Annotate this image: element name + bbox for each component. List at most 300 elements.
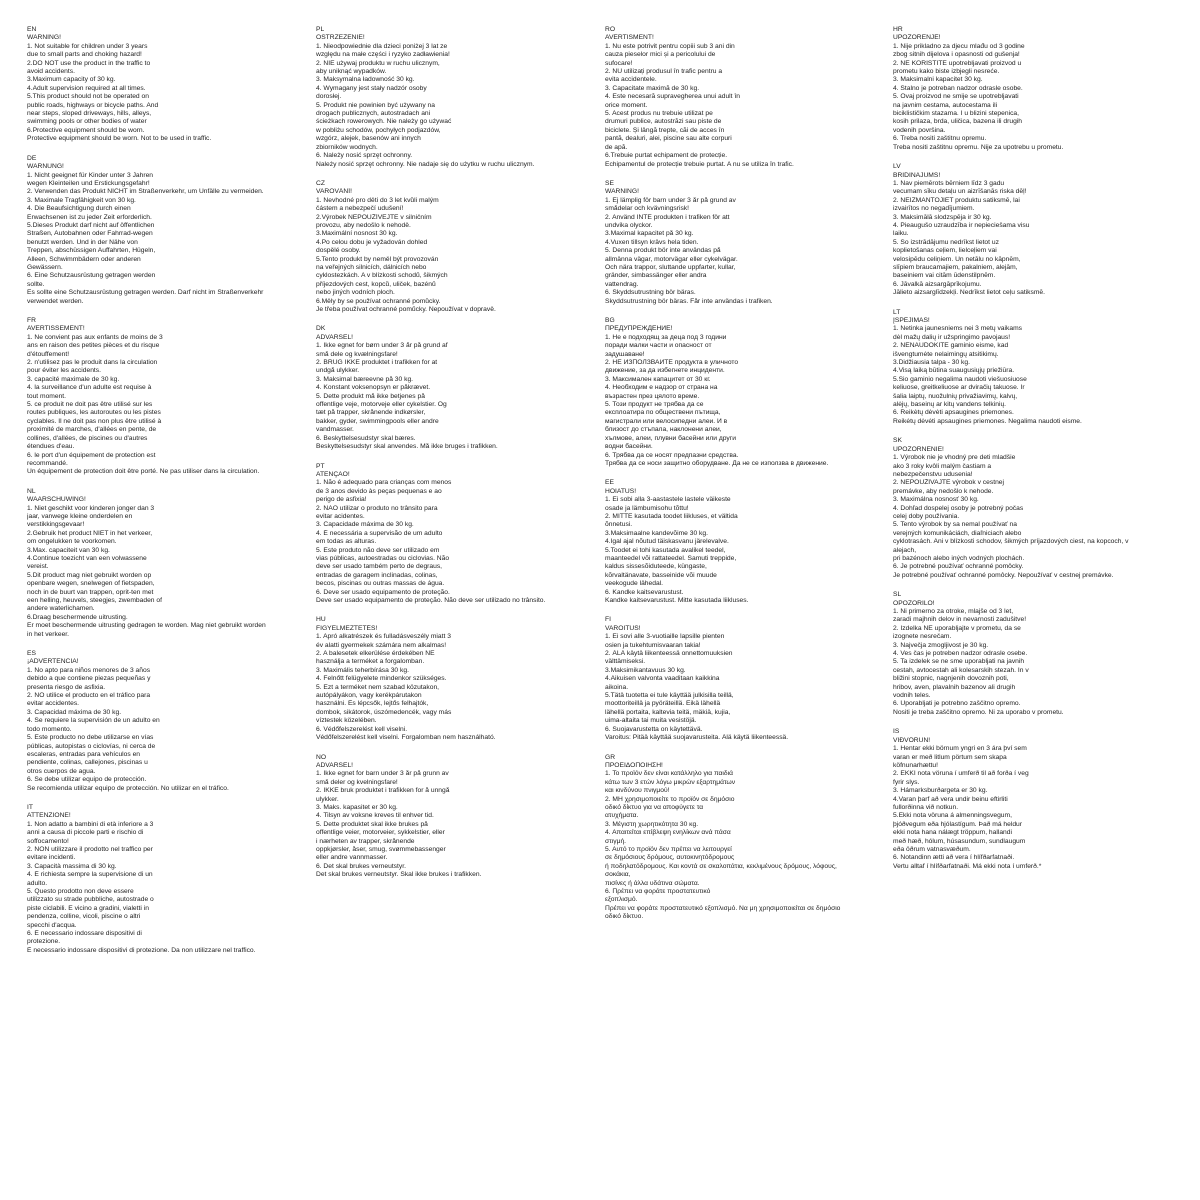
warning-line: WARNING!: [27, 34, 61, 42]
warning-line: 1. Ikke egnet for barn under 3 år på grunn av: [316, 770, 449, 778]
warning-line: 6. Reikėtų dėvėti apsaugines priemones.: [893, 409, 1014, 417]
warning-line: 4.Igal ajal nõutud täiskasvanu järelevalve.: [605, 538, 729, 546]
warning-line: andere waterlichamen.: [27, 605, 95, 613]
warning-line: vodnih teles.: [893, 692, 931, 700]
warning-section-ee: [605, 479, 877, 605]
language-code: IT: [27, 803, 33, 811]
warning-line: köfnunarhættu!: [893, 761, 938, 769]
warning-line: ścieżkach rowerowych. Nie należy go używać: [316, 118, 452, 126]
language-code: SL: [893, 591, 902, 599]
warning-line: collines, d'allées, de piscines ou d'autres: [27, 434, 148, 442]
warning-line: 6. Трябва да се носят предпазни средства.: [605, 451, 739, 459]
warning-line: 4. È richiesta sempre la supervisione di un: [27, 871, 153, 879]
warning-line: WARNUNG!: [27, 163, 64, 171]
warning-line: οδικό δίκτυο για να αποφύγετε τα: [605, 803, 704, 811]
warning-line: движение, за да избегнете инциденти.: [605, 367, 725, 375]
warning-line: deve ser usado também perto de degraus,: [316, 563, 443, 571]
warning-line: Echipamentul de protecție trebuie purtat. A nu se utiliza în trafic.: [605, 160, 794, 168]
warning-line: evitar acidentes.: [316, 512, 365, 520]
warning-line: dorosłej.: [316, 93, 342, 101]
warning-line: 5. Dette produkt må ikke betjenes på: [316, 392, 425, 400]
warning-line: 1. Niet geschikt voor kinderen jonger dan 3: [27, 504, 155, 512]
warning-line: 4.Continue toezicht van een volwassene: [27, 554, 147, 562]
warning-line: ΠΡΟΕΙΔΟΠΟΙΗΣΗ!: [605, 761, 663, 769]
warning-line: na javnim cestama, autocestama ili: [893, 101, 998, 109]
warning-line: 5. Този продукт не трябва да се: [605, 401, 704, 409]
warning-line: 3. Capacidad máxima de 30 kg.: [27, 708, 122, 716]
warning-line: 6. Se debe utilizar equipo de protección.: [27, 776, 147, 784]
language-code: LV: [893, 163, 901, 171]
warning-line: 3. Maksimalni kapacitet 30 kg.: [893, 76, 983, 84]
warning-line: Och nära trappor, sluttande uppfarter, kullar,: [605, 263, 736, 271]
warning-line: 6.Draag beschermende uitrusting.: [27, 613, 128, 621]
warning-line: 5.This product should not be operated on: [27, 93, 149, 101]
warning-section-dk: [316, 325, 588, 451]
warning-line: 1. Nije prikladno za djecu mlađu od 3 godine: [893, 42, 1025, 50]
warning-line: 2.Výrobek NEPOUŽÍVEJTE v silničním: [316, 213, 432, 221]
warning-line: verwendet werden.: [27, 297, 84, 305]
warning-line: debido a que contiene piezas pequeñas y: [27, 675, 151, 683]
warning-line: becos, piscinas ou outras massas de água.: [316, 580, 445, 588]
warning-line: sufocare!: [605, 59, 633, 67]
warning-line: autópályákon, vagy kerékpárutakon: [316, 692, 422, 700]
warning-line: jaar, vanwege kleine onderdelen en: [27, 512, 133, 520]
warning-line: vattendrag.: [605, 280, 639, 288]
warning-line: Je potrebné používať ochranné pomôcky. Nepoužívať v cestnej premávke.: [893, 571, 1114, 579]
language-code: GR: [605, 753, 616, 761]
warning-line: 5. Tento výrobok by sa nemal používať na: [893, 521, 1017, 529]
warning-line: baseiniem vai citām ūdenstilpnēm.: [893, 272, 996, 280]
warning-line: 3. Максимален капацитет от 30 кг.: [605, 375, 711, 383]
warning-section-es: [27, 650, 299, 793]
warning-line: FIGYELMEZTETÉS!: [316, 624, 378, 632]
warning-line: velosipēdu celiņiem. Un netālu no kāpnēm,: [893, 255, 1021, 263]
warning-line: izvairītos no negadījumiem.: [893, 205, 975, 213]
warning-line: lähellä portaita, kaltevia teitä, mäkiä, kujia,: [605, 708, 731, 716]
language-code: FI: [605, 616, 611, 624]
warning-line: 5. Acest produs nu trebuie utilizat pe: [605, 110, 713, 118]
warning-line: σοκάκια,: [605, 871, 631, 879]
warning-line: otros cuerpos de agua.: [27, 767, 96, 775]
warning-line: Gewässern.: [27, 263, 63, 271]
warning-line: 2. n'utilisez pas le produit dans la circulation: [27, 359, 158, 367]
warning-line: 6. Eine Schutzausrüstung getragen werden: [27, 272, 156, 280]
warning-line: ατυχήματα.: [605, 812, 639, 820]
warning-line: specchi d'acqua.: [27, 921, 77, 929]
warning-line: 3. capacité maximale de 30 kg.: [27, 375, 120, 383]
language-code: EE: [605, 479, 614, 487]
warning-line: nebezpečenstvu udusenia!: [893, 470, 973, 478]
warning-section-it: [27, 804, 299, 955]
warning-line: orice moment.: [605, 101, 648, 109]
warning-line: 3. Hámarksburðargeta er 30 kg.: [893, 787, 988, 795]
warning-line: 6.Protective equipment should be worn.: [27, 126, 145, 134]
language-code: HU: [316, 616, 326, 624]
warning-line: 4.Vuxen tillsyn krävs hela tiden.: [605, 238, 699, 246]
warning-line: fyrir slys.: [893, 778, 920, 786]
warning-line: 4. Se requiere la supervisión de un adulto en: [27, 717, 160, 725]
warning-line: 4. Pieaugušo uzraudzība ir nepieciešama visu: [893, 221, 1030, 229]
warning-line: 1. Nicht geeignet für Kinder unter 3 Jahren: [27, 171, 154, 179]
warning-line: verejných komunikáciách, diaľniciach alebo: [893, 529, 1022, 537]
warning-section-lt: [893, 309, 1165, 427]
warning-line: 5. Ovaj proizvod ne smije se upotrebljavati: [893, 93, 1019, 101]
column-1: [27, 26, 299, 966]
language-code: HR: [893, 26, 903, 33]
warning-line: uima-altaita tai muita vesistöjä.: [605, 717, 697, 725]
warning-line: nebo jiných vodních ploch.: [316, 289, 395, 297]
warning-line: oppkjørsler, åser, smug, svømmebassenger: [316, 845, 446, 853]
warning-line: 1. Ikke egnet for børn under 3 år på grund af: [316, 342, 448, 350]
warning-line: offentlige veje, motorveje eller cykelstier. Og: [316, 401, 447, 409]
warning-section-bg: [605, 317, 877, 468]
warning-line: adulto.: [27, 879, 48, 887]
warning-line: OSTRZEŻENIE!: [316, 34, 365, 42]
warning-line: 5. Ezt a terméket nem szabad közutakon,: [316, 683, 440, 691]
warning-line: alėjų, baseinų ar kitų vandens telkinių.: [893, 401, 1007, 409]
warning-line: ¡ADVERTENCIA!: [27, 658, 79, 666]
warning-line: routes publiques, les autoroutes ou les pistes: [27, 409, 161, 417]
warning-line: biciclete. Și lângă trepte, căi de acces în: [605, 126, 725, 134]
warning-section-no: [316, 754, 588, 880]
warning-line: Vertu alltaf í hlífðarfatnaði. Má ekki nota í umferð.*: [893, 862, 1042, 870]
warning-line: avoid accidents.: [27, 68, 75, 76]
warning-line: hribov, aven, plavalnih bazenov ali drugih: [893, 683, 1016, 691]
warning-line: 6.Trebuie purtat echipament de protecție.: [605, 152, 728, 160]
warning-line: zaradi majhnih delov in nevarnosti zadušitve!: [893, 616, 1027, 624]
warning-line: 5.Dit product mag niet gebruikt worden op: [27, 571, 152, 579]
warning-line: задушаване!: [605, 350, 645, 358]
warning-line: recommandé.: [27, 459, 68, 467]
warning-line: 4.Visą laiką būtina suaugusiųjų priežiūra.: [893, 367, 1015, 375]
warning-line: zbog sitnih dijelova i opasnosti od gušenja!: [893, 51, 1020, 59]
warning-line: σε δημόσιους δρόμους, αυτοκινητόδρομους: [605, 854, 735, 862]
warning-line: 3. Maximálna nosnosť 30 kg.: [893, 496, 979, 504]
warning-section-nl: [27, 488, 299, 639]
warning-line: 6. Skyddsutrustning bör bäras.: [605, 289, 696, 297]
warning-line: Es sollte eine Schutzausrüstung getragen werden. Darf nicht im Straßenverkehr: [27, 289, 264, 297]
warning-line: aikoina.: [605, 683, 629, 691]
warning-line: 3. Maksimal bæreevne på 30 kg.: [316, 375, 414, 383]
warning-line: 5.Ekki nota vöruna á almenningsvegum,: [893, 812, 1012, 820]
warning-line: οδικό δίκτυο.: [605, 913, 644, 921]
warning-line: evitare incidenti.: [27, 854, 76, 862]
warning-line: keliuose, greitkeliuose ar dviračių takuose. Ir: [893, 384, 1025, 392]
warning-line: étendues d'eau.: [27, 443, 75, 451]
language-code: ES: [27, 650, 36, 658]
warning-line: 6. Beskyttelsesudstyr skal bæres.: [316, 434, 416, 442]
warning-line: 5. Αυτό το προϊόν δεν πρέπει να λειτουργεί: [605, 845, 732, 853]
warning-line: 2. NE KORISTITE upotrebljavati proizvod u: [893, 59, 1022, 67]
warning-line: ATENÇÃO!: [316, 470, 350, 478]
warning-line: AVERTISMENT!: [605, 34, 654, 42]
warning-line: 1. Apró alkatrészek és fulladásveszély miatt 3: [316, 633, 451, 641]
warning-line: 4.Varan þarf að vera undir beinu eftirliti: [893, 795, 1008, 803]
warning-line: 2. NENAUDOKITE gaminio eisme, kad: [893, 342, 1009, 350]
warning-line: d'étouffement!: [27, 350, 70, 358]
language-code: IS: [893, 728, 900, 736]
warning-line: prometu kako biste izbjegli nesreće.: [893, 68, 1000, 76]
warning-line: perigo de asfixia!: [316, 496, 367, 504]
warning-line: 3.Maximální nosnost 30 kg.: [316, 230, 398, 238]
warning-line: 6.Měly by se používat ochranné pomůcky.: [316, 297, 441, 305]
warning-line: með hæð, hólum, húsasundum, sundlaugum: [893, 837, 1026, 845]
warning-line: 3.Maximum capacity of 30 kg.: [27, 76, 116, 84]
warning-line: 6. Uporabljati je potrebno zaščitno opremo.: [893, 700, 1021, 708]
warning-line: entradas de garagem inclinadas, colinas,: [316, 571, 438, 579]
warning-line: 3. Maximale Tragfähigkeit von 30 kg.: [27, 196, 136, 204]
warning-line: due to small parts and choking hazard!: [27, 51, 142, 59]
warning-line: UPOZORNENIE!: [893, 445, 944, 453]
warning-line: 3.Didžiausia talpa - 30 kg.: [893, 359, 970, 367]
warning-section-hr: [893, 26, 1165, 152]
warning-line: Skyddsutrustning bör bäras. Får inte användas i trafiken.: [605, 297, 773, 305]
warning-line: магистрали или велосипедни алеи. И в: [605, 417, 728, 425]
warning-line: 5.Toodet ei tohi kasutada avalikel teedel,: [605, 546, 726, 554]
warning-line: de apă.: [605, 143, 628, 151]
warning-section-is: [893, 728, 1165, 871]
warning-line: хълмове, алеи, плувни басейни или други: [605, 434, 736, 442]
warning-line: 4. Tilsyn av voksne kreves til enhver tid.: [316, 812, 434, 820]
warning-line: względu na małe części i ryzyko zadławienia!: [316, 51, 450, 59]
warning-line: 1. Výrobok nie je vhodný pre deti mladšie: [893, 454, 1016, 462]
column-3: [605, 26, 877, 933]
warning-line: 2. Verwenden das Produkt NICHT im Straßenverkehr, um Unfälle zu vermeiden.: [27, 188, 264, 196]
warning-line: 6. Jāvalkā aizsargāprīkojumu.: [893, 280, 982, 288]
warning-line: dėl mažų dalių ir užspringimo pavojaus!: [893, 333, 1011, 341]
warning-line: 2. Izdelka NE uporabljajte v prometu, da se: [893, 624, 1021, 632]
warning-line: veekogude lähedal.: [605, 580, 664, 588]
warning-line: vecumam sīku detaļu un aizrīšanās riska dēļ!: [893, 188, 1027, 196]
language-code: NL: [27, 487, 36, 495]
warning-line: små deler og kvelningsfare!: [316, 778, 398, 786]
warning-line: tout moment.: [27, 392, 67, 400]
warning-line: drogach publicznych, autostradach ani: [316, 110, 431, 118]
warning-line: 3. Capacitate maximă de 30 kg.: [605, 84, 700, 92]
warning-line: sollte.: [27, 280, 45, 288]
warning-line: todo momento.: [27, 725, 72, 733]
warning-line: 4. É necessária a supervisão de um adulto: [316, 529, 443, 537]
language-code: RO: [605, 26, 616, 33]
warning-line: evitar accidentes.: [27, 700, 80, 708]
warning-line: használni. És lépcsők, lejtős felhajtók,: [316, 700, 429, 708]
warning-line: 4. Dohľad dospelej osoby je potrebný počas: [893, 504, 1024, 512]
warning-line: cyklostezkách. A v blízkosti schodů, šikmých: [316, 272, 448, 280]
warning-line: izognete nesrečam.: [893, 633, 952, 641]
language-code: NO: [316, 753, 327, 761]
warning-line: slīpiem braucamajiem, pakalniem, alejām,: [893, 263, 1018, 271]
warning-section-se: [605, 180, 877, 306]
warning-line: 3. Maks. kapasitet er 30 kg.: [316, 803, 398, 811]
warning-line: offentlige veier, motorveier, sykkelstier, eller: [316, 829, 445, 837]
warning-line: 5.Šio gaminio negalima naudoti viešuosiuose: [893, 375, 1027, 383]
warning-line: 4. Die Beaufsichtigung durch einen: [27, 205, 131, 213]
warning-line: de 3 anos devido às peças pequenas e ao: [316, 487, 442, 495]
language-code: SK: [893, 437, 902, 445]
warning-line: maanteedel või rattateedel. Samuti treppide,: [605, 554, 737, 562]
warning-line: WARNING!: [605, 188, 639, 196]
warning-line: laiku.: [893, 230, 909, 238]
warning-section-hu: [316, 616, 588, 742]
warning-line: È necessario indossare dispositivi di protezione. Da non utilizzare nel traffico.: [27, 946, 256, 954]
warning-line: 1. Non adatto a bambini di età inferiore a 3: [27, 820, 154, 828]
warning-line: 4.Aikuisen valvonta vaaditaan kaikkina: [605, 675, 720, 683]
warning-line: 4. Необходим е надзор от страна на: [605, 384, 718, 392]
warning-line: 6. Deve ser usado equipamento de proteção.: [316, 588, 450, 596]
warning-line: 5. Ta izdelek se ne sme uporabljati na javnih: [893, 658, 1025, 666]
warning-line: 6. È necessario indossare dispositivi di: [27, 930, 142, 938]
warning-line: 6. Treba nositi zaštitnu opremu.: [893, 135, 987, 143]
language-code: DE: [27, 154, 37, 162]
warning-line: 1. Ni primerno za otroke, mlajše od 3 let,: [893, 608, 1014, 615]
warning-section-lv: [893, 163, 1165, 298]
warning-line: vandmasser.: [316, 426, 354, 434]
warning-line: Védőfelszerelést kell viselni. Forgalomban nem használható.: [316, 734, 496, 742]
warning-line: 1. Το προϊόν δεν είναι κατάλληλο για παιδιά: [605, 770, 733, 778]
warning-line: utilizzato su strade pubbliche, autostrade o: [27, 896, 154, 904]
warning-line: 3. Μέγιστη χωρητικότητα 30 κg.: [605, 820, 699, 828]
warning-line: 5. So izstrādājumu nedrīkst lietot uz: [893, 238, 999, 246]
warning-line: Πρέπει να φοράτε προστατευτικό εξοπλισμό. Να μη χρησιμοποιείται σε δημόσιο: [605, 904, 841, 912]
warning-line: Varoitus: Pitää käyttää suojavarusteita. Älä käytä liikenteessä.: [605, 734, 789, 742]
warning-line: částem a nebezpečí udušení!: [316, 205, 404, 213]
warning-line: 2. IKKE bruk produktet i trafikken for å unngå: [316, 787, 450, 795]
language-code: CZ: [316, 179, 325, 187]
warning-line: ή ποδηλατόδρομους. Και κοντά σε σκαλοπάτια, κεκλιμένους δρόμους, λόφους,: [605, 862, 837, 870]
warning-line: koplietošanas ceļiem, lielceļiem vai: [893, 247, 997, 255]
warning-line: 2. ÄLÄ käytä liikenteessä onnettomuuksien: [605, 650, 733, 658]
warning-line: Reikėtų dėvėti apsaugines priemones. Negalima naudoti eisme.: [893, 417, 1082, 425]
warning-section-sk: [893, 437, 1165, 580]
warning-line: dospělé osoby.: [316, 247, 361, 255]
warning-line: biciklističkim stazama. I u blizini stepenica,: [893, 110, 1019, 118]
warning-line: near steps, sloped driveways, hills, alleys,: [27, 110, 152, 118]
warning-line: 1. Nieodpowiednie dla dzieci poniżej 3 lat ze: [316, 42, 448, 50]
warning-line: близост до стъпала, наклонени алеи,: [605, 426, 722, 434]
language-code: FR: [27, 317, 36, 324]
language-code: SE: [605, 179, 614, 187]
warning-line: osade ja lämbumisohu tõttu!: [605, 504, 689, 512]
warning-line: bakker, gyder, swimmingpools eller andre: [316, 417, 439, 425]
warning-line: benutzt werden. Und in der Nähe von: [27, 238, 138, 246]
warning-line: een helling, heuvels, steegjes, zwembaden of: [27, 597, 162, 604]
warning-line: ulykker.: [316, 795, 339, 803]
warning-line: 1. No apto para niños menores de 3 años: [27, 666, 151, 674]
warning-line: verstikkingsgevaar!: [27, 521, 85, 529]
warning-line: 6. Det skal brukes verneutstyr.: [316, 862, 406, 870]
warning-line: Treppen, abschüssigen Auffahrten, Hügeln,: [27, 247, 156, 255]
warning-line: 2. NO utilice el producto en el tráfico para: [27, 692, 151, 700]
warning-section-sl: [893, 591, 1165, 717]
warning-line: openbare wegen, snelwegen of fietspaden,: [27, 580, 155, 588]
warning-line: Трябва да се носи защитно оборудване. Да не се използва в движение.: [605, 459, 829, 467]
warning-line: BRĪDINĀJUMS!: [893, 171, 941, 179]
warning-line: 6. Suojavarustetta on käytettävä.: [605, 725, 703, 733]
warning-line: 6. Je potrebné používať ochranné pomôcky.: [893, 563, 1024, 571]
warning-section-gr: [605, 754, 877, 922]
warning-line: 1. Не е подходящ за деца под 3 години: [605, 333, 727, 341]
warning-line: 2. Använd INTE produkten i trafiken för att: [605, 213, 730, 221]
warning-line: pantă, dealuri, alei, piscine sau alte corpuri: [605, 135, 732, 143]
warning-line: Jālieto aizsarglīdzekļi. Nedrīkst lietot ceļu satiksmē.: [893, 289, 1046, 297]
warning-line: експлоатира по обществени пътища,: [605, 409, 721, 417]
warning-line: swimming pools or other bodies of water: [27, 118, 147, 126]
warning-line: drumuri publice, autostrăzi sau piste de: [605, 118, 722, 126]
warning-line: поради малки части и опасност от: [605, 342, 712, 350]
warning-line: cyklotrasách. Ani v blízkosti schodov, šikmých príjazdových ciest, na kopcoch, v: [893, 538, 1129, 546]
warning-line: Se recomienda utilizar equipo de protección. No utilizar en el tráfico.: [27, 784, 229, 792]
warning-line: 4. Konstant voksenopsyn er påkrævet.: [316, 384, 431, 392]
warning-line: VIÐVÖRUN!: [893, 736, 931, 744]
warning-line: allmänna vägar, motorvägar eller cykelvägar.: [605, 255, 738, 263]
warning-line: Kandke kaitsevarustust. Mitte kasutada liikluses.: [605, 597, 749, 604]
warning-line: alejach,: [893, 546, 917, 554]
warning-line: OPOZORILO!: [893, 599, 935, 607]
warning-line: 2. NEPOUŽÍVAJTE výrobok v cestnej: [893, 479, 1004, 487]
warning-line: välttämiseksi.: [605, 658, 646, 666]
warning-line: anni a causa di piccole parti e rischio di: [27, 829, 144, 837]
warning-line: 6. Védőfelszerelést kell viselni.: [316, 725, 408, 733]
warning-section-fi: [605, 616, 877, 742]
warning-section-cz: [316, 180, 588, 315]
warning-section-ro: [605, 26, 877, 169]
warning-line: išvengtumėte nelaimingų atsitikimų.: [893, 350, 999, 358]
warning-line: šalia laiptų, nuožulnių privažiavimų, kalvų,: [893, 392, 1018, 400]
warning-line: vereist.: [27, 563, 49, 571]
warning-line: 3. Capacità massima di 30 kg.: [27, 862, 117, 870]
language-code: LT: [893, 308, 901, 316]
warning-line: evita accidentele.: [605, 76, 657, 84]
language-code: PL: [316, 26, 325, 33]
warning-line: moottoriteillä ja pyöräteillä. Eikä lähellä: [605, 700, 721, 708]
warning-line: 5.Tätä tuotetta ei tule käyttää julkisilla teillä,: [605, 692, 734, 700]
warning-line: noch in de buurt van trappen, oprit-ten met: [27, 588, 154, 596]
warning-section-pl: [316, 26, 588, 169]
warning-line: 2. A balesetek elkerülése érdekében NE: [316, 650, 435, 658]
warning-line: 1. Not suitable for children under 3 years: [27, 42, 148, 50]
warning-line: celej doby používania.: [893, 512, 960, 520]
warning-section-de: [27, 155, 299, 306]
warning-line: õnnetusi.: [605, 521, 633, 529]
warning-line: водни басейни.: [605, 443, 653, 451]
warning-line: 3. Maksimālā slodzspēja ir 30 kg.: [893, 213, 992, 221]
warning-line: undgå ulykker.: [316, 367, 360, 375]
warning-line: πισίνες ή άλλα υδάτινα σώματα.: [605, 879, 700, 887]
warning-line: 4. la surveillance d'un adulte est requise à: [27, 384, 152, 392]
warning-line: 2.Gebruik het product NIET in het verkeer,: [27, 529, 153, 537]
warning-line: bližini stopnic, nagnjenih dovoznih poti,: [893, 675, 1009, 683]
warning-line: příjezdových cest, kopců, uliček, bazénů: [316, 280, 436, 288]
warning-line: 3.Maximal kapacitet på 30 kg.: [605, 230, 694, 238]
warning-line: 1. Ej lämplig för barn under 3 år på grund av: [605, 196, 736, 204]
warning-line: 4. Ves čas je potreben nadzor odrasle osebe.: [893, 650, 1028, 658]
column-2: [316, 26, 588, 891]
warning-line: kosih prilaza, brda, uličica, bazena ili drugih: [893, 118, 1022, 126]
warning-line: escaleras, entradas para vehículos en: [27, 750, 141, 758]
warning-line: 2. MITTE kasutada toodet liikluses, et vältida: [605, 512, 738, 520]
warning-line: 5.Dieses Produkt darf nicht auf öffentlichen: [27, 221, 155, 229]
warning-line: 1. Ei sovi alle 3-vuotiaille lapsille pienten: [605, 633, 725, 641]
warning-line: AVERTISSEMENT!: [27, 325, 85, 333]
warning-line: smådelar och kvävningsrisk!: [605, 205, 689, 213]
warning-line: Treba nositi zaštitnu opremu. Nije za upotrebu u prometu.: [893, 143, 1064, 151]
warning-line: om ongelukken te voorkomen.: [27, 538, 117, 546]
warning-line: kaldus sissesõiduteede, küngaste,: [605, 563, 707, 571]
warning-line: 1. Nu este potrivit pentru copiii sub 3 ani din: [605, 42, 735, 50]
warning-line: Erwachsenen ist zu jeder Zeit erforderlich.: [27, 213, 152, 221]
warning-line: Un équipement de protection doit être porté. Ne pas utiliser dans la circulation.: [27, 468, 260, 476]
warning-line: 5. Denna produkt bör inte användas på: [605, 247, 721, 255]
